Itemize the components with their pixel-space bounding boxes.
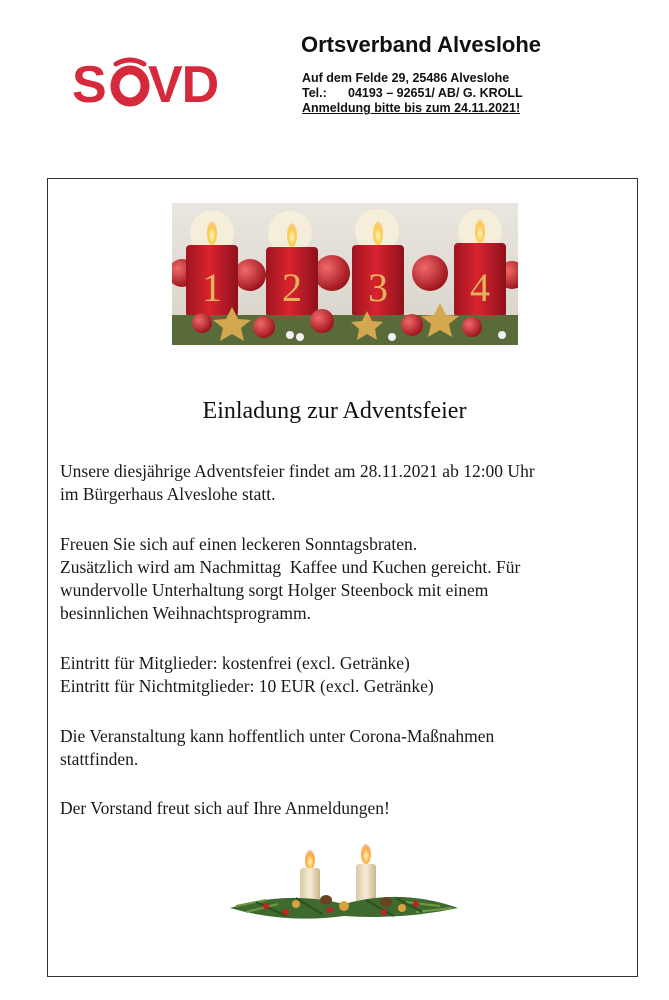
candle-number-1: 1 [202, 265, 222, 310]
advent-candles-icon [172, 203, 518, 345]
text-line: Eintritt für Nichtmitglieder: 10 EUR (excl. Getränke) [60, 676, 434, 696]
paragraph-program [60, 533, 630, 625]
invitation-title: Einladung zur Adventsfeier [202, 398, 467, 424]
svg-text:S: S [72, 56, 106, 114]
text-line: Die Veranstaltung kann hoffentlich unter Corona-Maßnahmen [60, 726, 495, 746]
candle-number-3: 3 [368, 265, 388, 310]
org-name: Ortsverband Alveslohe [301, 32, 542, 57]
address: Auf dem Felde 29, 25486 Alveslohe [302, 71, 510, 85]
text-line: Freuen Sie sich auf einen leckeren Sonntagsbraten. [60, 534, 418, 554]
registration-deadline: Anmeldung bitte bis zum 24.11.2021! [302, 101, 521, 115]
text-line: stattfinden. [60, 749, 139, 769]
text-line: wundervolle Unterhaltung sorgt Holger Steenbock mit einem [60, 580, 489, 600]
text-line: Unsere diesjährige Adventsfeier findet am 28.11.2021 ab 12:00 Uhr [60, 461, 535, 481]
paragraph-admission [60, 652, 630, 698]
text-line: Der Vorstand freut sich auf Ihre Anmeldungen! [60, 798, 390, 818]
candle-number-2: 2 [282, 265, 302, 310]
paragraph-date-location [60, 460, 630, 506]
phone-label: Tel.: [302, 86, 327, 100]
phone-value: 04193 – 92651/ AB/ G. KROLL [348, 86, 523, 100]
text-line: Eintritt für Mitglieder: kostenfrei (excl. Getränke) [60, 653, 410, 673]
sovd-logo-icon [72, 54, 228, 114]
paragraph-closing [60, 797, 630, 820]
text-line: besinnlichen Weihnachtsprogramm. [60, 603, 311, 623]
phone-line [302, 86, 523, 101]
svg-text:VD: VD [148, 56, 219, 114]
candle-wreath-icon [226, 842, 462, 930]
paragraph-corona [60, 725, 630, 771]
text-line: im Bürgerhaus Alveslohe statt. [60, 484, 276, 504]
candle-number-4: 4 [470, 265, 490, 310]
text-line: Zusätzlich wird am Nachmittag Kaffee und Kuchen gereicht. Für [60, 557, 521, 577]
